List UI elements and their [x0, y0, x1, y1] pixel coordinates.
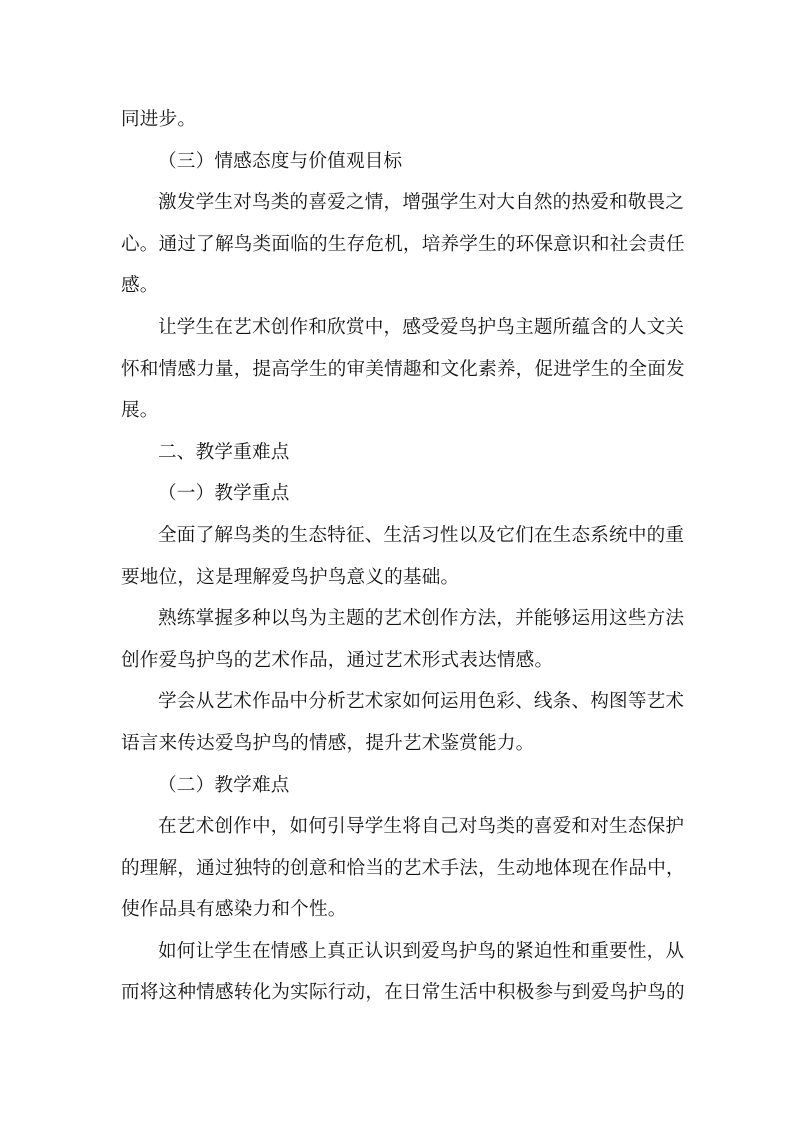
paragraph-line-continuation: 同进步。 [121, 109, 197, 130]
paragraph-line: 如何让学生在情感上真正认识到爱鸟护鸟的紧迫性和重要性，从 [158, 940, 685, 962]
paragraph-line: 展。 [121, 400, 159, 422]
paragraph-line: 而将这种情感转化为实际行动，在日常生活中积极参与到爱鸟护鸟的 [121, 982, 685, 1004]
subsection-heading-key-points: （一）教学重点 [158, 483, 290, 505]
paragraph-line: 使作品具有感染力和个性。 [121, 899, 347, 921]
paragraph-line: 怀和情感力量，提高学生的审美情趣和文化素养，促进学生的全面发 [121, 358, 685, 380]
paragraph-line: 感。 [121, 275, 159, 297]
document-body [121, 99, 685, 1014]
paragraph-line: 全面了解鸟类的生态特征、生活习性以及它们在生态系统中的重 [158, 524, 685, 546]
paragraph-line: 心。通过了解鸟类面临的生存危机，培养学生的环保意识和社会责任 [121, 233, 685, 255]
paragraph-line: 让学生在艺术创作和欣赏中，感受爱鸟护鸟主题所蕴含的人文关 [158, 316, 685, 338]
section-heading-key-difficulties: 二、教学重难点 [158, 441, 290, 463]
paragraph-line: 熟练掌握多种以鸟为主题的艺术创作方法，并能够运用这些方法 [158, 608, 685, 630]
paragraph-line: 的理解，通过独特的创意和恰当的艺术手法，生动地体现在作品中， [121, 857, 685, 879]
paragraph-line: 在艺术创作中，如何引导学生将自己对鸟类的喜爱和对生态保护 [158, 816, 685, 838]
subsection-heading-difficulties: （二）教学难点 [158, 774, 290, 796]
paragraph-line: 语言来传达爱鸟护鸟的情感，提升艺术鉴赏能力。 [121, 732, 535, 754]
paragraph-line: 创作爱鸟护鸟的艺术作品，通过艺术形式表达情感。 [121, 649, 554, 671]
paragraph-line: 激发学生对鸟类的喜爱之情，增强学生对大自然的热爱和敬畏之 [158, 192, 685, 214]
paragraph-line: 学会从艺术作品中分析艺术家如何运用色彩、线条、构图等艺术 [158, 691, 685, 713]
section-heading-emotional-goals: （三）情感态度与价值观目标 [158, 150, 403, 172]
paragraph-line: 要地位，这是理解爱鸟护鸟意义的基础。 [121, 566, 460, 588]
